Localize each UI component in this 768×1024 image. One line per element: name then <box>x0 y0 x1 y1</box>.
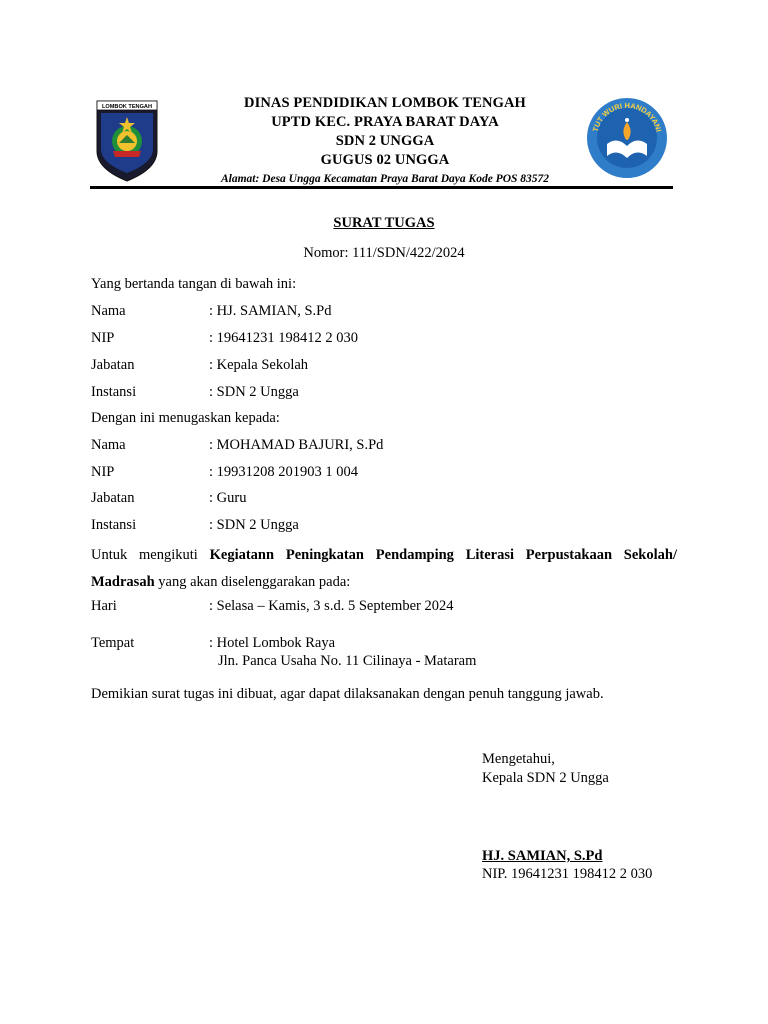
letterhead-divider <box>90 186 673 189</box>
letterhead-uptd: UPTD KEC. PRAYA BARAT DAYA <box>271 114 499 130</box>
place-label: Tempat <box>91 635 135 651</box>
letterhead-agency: DINAS PENDIDIKAN LOMBOK TENGAH <box>244 95 526 111</box>
assignee-name-label: Nama <box>91 437 126 453</box>
day-label: Hari <box>91 598 117 614</box>
signer-name-label: Nama <box>91 303 126 319</box>
assignee-position-value: : Guru <box>209 490 247 506</box>
purpose-suffix: yang akan diselenggarakan pada: <box>154 574 351 590</box>
signer-nip-value: : 19641231 198412 2 030 <box>209 330 359 346</box>
place-address: Jln. Panca Usaha No. 11 Cilinaya - Mataram <box>218 653 477 669</box>
day-value: : Selasa – Kamis, 3 s.d. 5 September 2024 <box>209 598 454 614</box>
signer-position-label: Jabatan <box>91 357 135 373</box>
letterhead <box>160 94 610 188</box>
signer-name-value: : HJ. SAMIAN, S.Pd <box>209 303 332 319</box>
purpose-paragraph <box>91 542 677 596</box>
intro-text: Yang bertanda tangan di bawah ini: <box>91 276 297 292</box>
assignee-name-value: : MOHAMAD BAJURI, S.Pd <box>209 437 384 453</box>
event-name: Kegiatann Peningkatan Pendamping Literasi Perpustakaan Sekolah/ Madrasah <box>91 547 677 590</box>
tut-wuri-handayani-logo <box>585 96 669 180</box>
signer-position-value: : Kepala Sekolah <box>209 357 309 373</box>
place-value: : Hotel Lombok Raya <box>209 635 336 651</box>
acknowledged-label: Mengetahui, <box>482 751 555 767</box>
letterhead-school: SDN 2 UNGGA <box>335 133 435 149</box>
assignee-nip-label: NIP <box>91 464 115 480</box>
letterhead-cluster: GUGUS 02 UNGGA <box>320 152 450 168</box>
closing-text: Demikian surat tugas ini dibuat, agar dapat dilaksanakan dengan penuh tanggung jawab. <box>91 686 604 702</box>
signer-institution-value: : SDN 2 Ungga <box>209 384 299 400</box>
signature-nip: NIP. 19641231 198412 2 030 <box>482 866 653 882</box>
lombok-tengah-logo <box>95 99 159 183</box>
purpose-prefix: Untuk mengikuti <box>91 547 210 563</box>
assignee-institution-label: Instansi <box>91 517 137 533</box>
assignee-nip-value: : 19931208 201903 1 004 <box>209 464 359 480</box>
logo-right-label: TUT WURI HANDAYANI <box>590 100 664 133</box>
letterhead-address: Alamat: Desa Ungga Kecamatan Praya Barat Daya Kode POS 83572 <box>220 173 550 185</box>
signer-institution-label: Instansi <box>91 384 137 400</box>
document-number: Nomor: 111/SDN/422/2024 <box>303 245 465 261</box>
assignee-institution-value: : SDN 2 Ungga <box>209 517 299 533</box>
logo-left-label: LOMBOK TENGAH <box>101 104 153 110</box>
signature-name: HJ. SAMIAN, S.Pd <box>482 848 603 864</box>
signer-nip-label: NIP <box>91 330 115 346</box>
assignment-intro: Dengan ini menugaskan kepada: <box>91 410 280 426</box>
signature-position: Kepala SDN 2 Ungga <box>482 770 609 786</box>
document-title: SURAT TUGAS <box>333 215 435 231</box>
assignee-position-label: Jabatan <box>91 490 135 506</box>
